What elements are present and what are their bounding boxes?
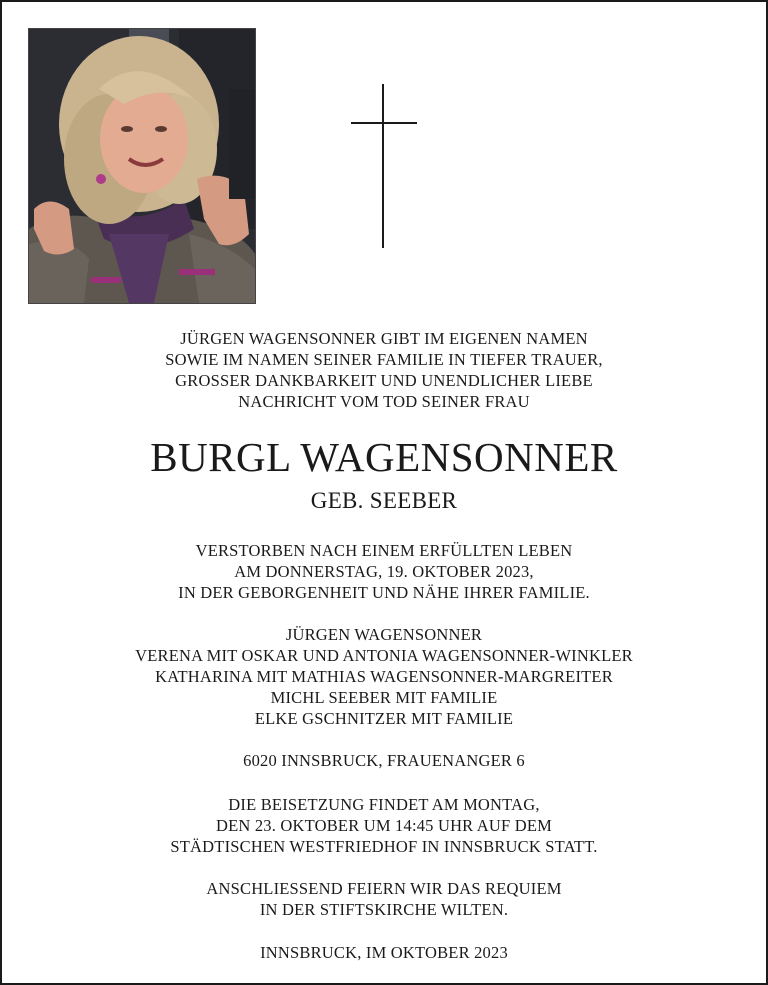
intro-line: GROSSER DANKBARKEIT UND UNENDLICHER LIEBE: [175, 371, 593, 390]
place-date-line: INNSBRUCK, IM OKTOBER 2023: [260, 943, 508, 962]
mourner-line: JÜRGEN WAGENSONNER: [285, 625, 483, 644]
death-line: IN DER GEBORGENHEIT UND NÄHE IHRER FAMILIE.: [178, 583, 590, 602]
requiem-line: ANSCHLIESSEND FEIERN WIR DAS REQUIEM: [206, 879, 562, 898]
birth-name: GEB. SEEBER: [310, 488, 458, 513]
mourner-line: KATHARINA MIT MATHIAS WAGENSONNER-MARGREITER: [155, 667, 613, 686]
portrait-photo: [28, 28, 256, 304]
requiem-line: IN DER STIFTSKIRCHE WILTEN.: [259, 900, 509, 919]
intro-line: JÜRGEN WAGENSONNER GIBT IM EIGENEN NAMEN: [180, 329, 588, 348]
requiem-details: [2, 878, 766, 920]
intro-text: [2, 328, 766, 412]
mourners-list: [2, 624, 766, 729]
death-line: AM DONNERSTAG, 19. OKTOBER 2023,: [234, 562, 534, 581]
cross-icon: [351, 84, 417, 248]
funeral-line: DEN 23. OKTOBER UM 14:45 UHR AUF DEM: [216, 816, 552, 835]
mourner-line: MICHL SEEBER MIT FAMILIE: [270, 688, 498, 707]
funeral-line: DIE BEISETZUNG FINDET AM MONTAG,: [228, 795, 540, 814]
mourner-line: ELKE GSCHNITZER MIT FAMILIE: [254, 709, 514, 728]
funeral-line: STÄDTISCHEN WESTFRIEDHOF IN INNSBRUCK STATT.: [170, 837, 598, 856]
place-date: [2, 942, 766, 963]
intro-line: SOWIE IM NAMEN SEINER FAMILIE IN TIEFER TRAUER,: [165, 350, 603, 369]
address: [2, 750, 766, 771]
death-notice: [2, 540, 766, 603]
mourner-line: VERENA MIT OSKAR UND ANTONIA WAGENSONNER-WINKLER: [135, 646, 633, 665]
deceased-name: BURGL WAGENSONNER: [150, 434, 618, 480]
intro-line: NACHRICHT VOM TOD SEINER FRAU: [238, 392, 530, 411]
death-line: VERSTORBEN NACH EINEM ERFÜLLTEN LEBEN: [195, 541, 573, 560]
funeral-details: [2, 794, 766, 857]
address-line: 6020 INNSBRUCK, FRAUENANGER 6: [243, 751, 525, 770]
